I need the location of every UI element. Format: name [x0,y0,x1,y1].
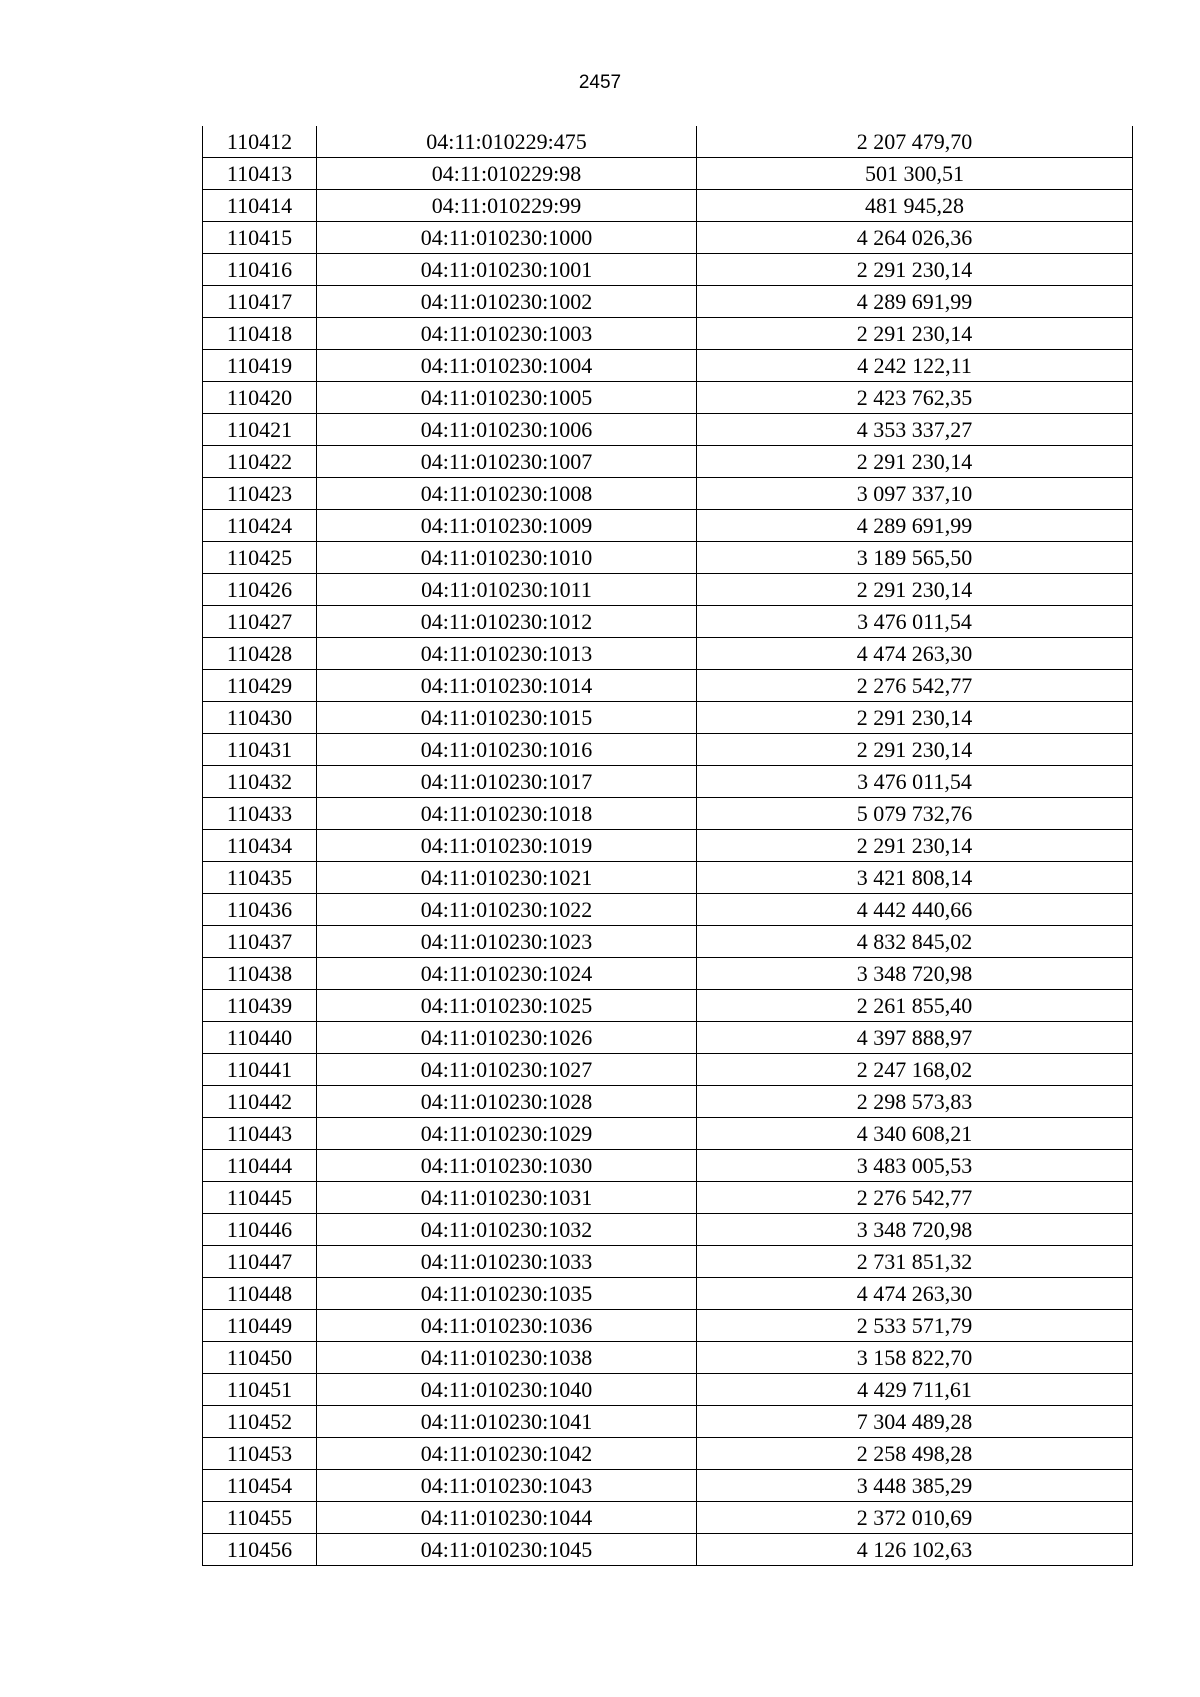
cadastral-number-cell: 04:11:010230:1026 [317,1022,697,1054]
table-row [203,638,1133,670]
cadastral-value-cell: 4 264 026,36 [697,222,1133,254]
cadastral-number-cell: 04:11:010230:1022 [317,894,697,926]
cadastral-number-cell: 04:11:010230:1038 [317,1342,697,1374]
cadastral-value-cell: 4 242 122,11 [697,350,1133,382]
table-row [203,414,1133,446]
table-row [203,382,1133,414]
row-number-cell: 110448 [203,1278,317,1310]
row-number-cell: 110450 [203,1342,317,1374]
cadastral-value-cell: 2 261 855,40 [697,990,1133,1022]
row-number-cell: 110439 [203,990,317,1022]
cadastral-number-cell: 04:11:010230:1010 [317,542,697,574]
cadastral-number-cell: 04:11:010230:1007 [317,446,697,478]
table-row [203,1054,1133,1086]
cadastral-number-cell: 04:11:010230:1033 [317,1246,697,1278]
table-row [203,1502,1133,1534]
page-number: 2457 [578,72,622,93]
table-body [203,126,1133,1566]
row-number-cell: 110423 [203,478,317,510]
row-number-cell: 110431 [203,734,317,766]
table-row [203,894,1133,926]
row-number-cell: 110433 [203,798,317,830]
row-number-cell: 110438 [203,958,317,990]
table-row [203,1374,1133,1406]
table-row [203,1150,1133,1182]
cadastral-number-cell: 04:11:010230:1029 [317,1118,697,1150]
table-row [203,1278,1133,1310]
row-number-cell: 110437 [203,926,317,958]
cadastral-number-cell: 04:11:010230:1040 [317,1374,697,1406]
row-number-cell: 110424 [203,510,317,542]
cadastral-value-cell: 4 442 440,66 [697,894,1133,926]
table-row [203,478,1133,510]
row-number-cell: 110415 [203,222,317,254]
cadastral-number-cell: 04:11:010230:1041 [317,1406,697,1438]
cadastral-value-cell: 4 340 608,21 [697,1118,1133,1150]
row-number-cell: 110420 [203,382,317,414]
cadastral-value-cell: 2 291 230,14 [697,254,1133,286]
cadastral-number-cell: 04:11:010230:1004 [317,350,697,382]
row-number-cell: 110425 [203,542,317,574]
cadastral-value-cell: 4 289 691,99 [697,286,1133,318]
cadastral-number-cell: 04:11:010230:1013 [317,638,697,670]
cadastral-value-cell: 2 298 573,83 [697,1086,1133,1118]
cadastral-value-cell: 3 348 720,98 [697,1214,1133,1246]
cadastral-number-cell: 04:11:010230:1042 [317,1438,697,1470]
cadastral-value-cell: 5 079 732,76 [697,798,1133,830]
cadastral-value-cell: 2 207 479,70 [697,126,1133,158]
cadastral-number-cell: 04:11:010230:1005 [317,382,697,414]
cadastral-value-cell: 2 291 230,14 [697,830,1133,862]
row-number-cell: 110421 [203,414,317,446]
row-number-cell: 110443 [203,1118,317,1150]
cadastral-number-cell: 04:11:010230:1032 [317,1214,697,1246]
cadastral-number-cell: 04:11:010229:98 [317,158,697,190]
table-row [203,702,1133,734]
table-row [203,574,1133,606]
cadastral-value-cell: 3 348 720,98 [697,958,1133,990]
cadastral-value-cell: 2 247 168,02 [697,1054,1133,1086]
cadastral-value-cell: 2 291 230,14 [697,318,1133,350]
cadastral-number-cell: 04:11:010230:1002 [317,286,697,318]
row-number-cell: 110436 [203,894,317,926]
table-row [203,510,1133,542]
table-row [203,734,1133,766]
row-number-cell: 110426 [203,574,317,606]
table-row [203,446,1133,478]
table-row [203,1246,1133,1278]
cadastral-number-cell: 04:11:010230:1043 [317,1470,697,1502]
cadastral-value-cell: 3 476 011,54 [697,766,1133,798]
cadastral-number-cell: 04:11:010230:1015 [317,702,697,734]
table-row [203,926,1133,958]
cadastral-number-cell: 04:11:010230:1014 [317,670,697,702]
cadastral-number-cell: 04:11:010229:99 [317,190,697,222]
table-row [203,190,1133,222]
table-row [203,350,1133,382]
cadastral-number-cell: 04:11:010230:1009 [317,510,697,542]
cadastral-value-cell: 2 291 230,14 [697,574,1133,606]
cadastral-value-cell: 4 126 102,63 [697,1534,1133,1566]
cadastral-number-cell: 04:11:010230:1000 [317,222,697,254]
row-number-cell: 110435 [203,862,317,894]
table-row [203,830,1133,862]
row-number-cell: 110449 [203,1310,317,1342]
cadastral-number-cell: 04:11:010230:1001 [317,254,697,286]
cadastral-number-cell: 04:11:010230:1031 [317,1182,697,1214]
row-number-cell: 110453 [203,1438,317,1470]
row-number-cell: 110442 [203,1086,317,1118]
table-row [203,1022,1133,1054]
row-number-cell: 110429 [203,670,317,702]
row-number-cell: 110441 [203,1054,317,1086]
row-number-cell: 110445 [203,1182,317,1214]
cadastral-value-cell: 2 291 230,14 [697,734,1133,766]
cadastral-number-cell: 04:11:010230:1028 [317,1086,697,1118]
table-row [203,1118,1133,1150]
table-row [203,1086,1133,1118]
table-row [203,1182,1133,1214]
row-number-cell: 110454 [203,1470,317,1502]
row-number-cell: 110416 [203,254,317,286]
cadastral-value-cell: 4 397 888,97 [697,1022,1133,1054]
cadastral-value-cell: 2 276 542,77 [697,1182,1133,1214]
cadastral-number-cell: 04:11:010230:1030 [317,1150,697,1182]
cadastral-value-cell: 3 476 011,54 [697,606,1133,638]
table-row [203,670,1133,702]
cadastral-value-cell: 2 423 762,35 [697,382,1133,414]
cadastral-number-cell: 04:11:010230:1025 [317,990,697,1022]
row-number-cell: 110440 [203,1022,317,1054]
table-row [203,606,1133,638]
table-row [203,862,1133,894]
cadastral-number-cell: 04:11:010230:1008 [317,478,697,510]
table-row [203,1406,1133,1438]
table-row [203,958,1133,990]
cadastral-value-cell: 2 533 571,79 [697,1310,1133,1342]
cadastral-number-cell: 04:11:010230:1045 [317,1534,697,1566]
row-number-cell: 110456 [203,1534,317,1566]
row-number-cell: 110412 [203,126,317,158]
cadastral-number-cell: 04:11:010230:1023 [317,926,697,958]
table-row [203,222,1133,254]
table-row [203,286,1133,318]
row-number-cell: 110428 [203,638,317,670]
table-row [203,798,1133,830]
cadastral-value-cell: 4 353 337,27 [697,414,1133,446]
cadastral-value-cell: 501 300,51 [697,158,1133,190]
row-number-cell: 110432 [203,766,317,798]
cadastral-value-cell: 2 276 542,77 [697,670,1133,702]
cadastral-value-cell: 4 474 263,30 [697,1278,1133,1310]
cadastral-value-cell: 3 097 337,10 [697,478,1133,510]
table-row [203,318,1133,350]
row-number-cell: 110418 [203,318,317,350]
cadastral-number-cell: 04:11:010230:1017 [317,766,697,798]
cadastral-number-cell: 04:11:010230:1021 [317,862,697,894]
row-number-cell: 110452 [203,1406,317,1438]
cadastral-number-cell: 04:11:010230:1012 [317,606,697,638]
cadastral-value-cell: 2 291 230,14 [697,702,1133,734]
cadastral-number-cell: 04:11:010230:1006 [317,414,697,446]
cadastral-value-cell: 3 421 808,14 [697,862,1133,894]
table-row [203,1342,1133,1374]
cadastral-value-cell: 3 483 005,53 [697,1150,1133,1182]
table-row [203,1310,1133,1342]
row-number-cell: 110427 [203,606,317,638]
cadastral-number-cell: 04:11:010230:1019 [317,830,697,862]
cadastral-value-cell: 4 832 845,02 [697,926,1133,958]
row-number-cell: 110419 [203,350,317,382]
row-number-cell: 110455 [203,1502,317,1534]
table-row [203,766,1133,798]
cadastral-value-cell: 4 429 711,61 [697,1374,1133,1406]
table-row [203,1214,1133,1246]
cadastral-value-cell: 2 291 230,14 [697,446,1133,478]
row-number-cell: 110417 [203,286,317,318]
table-row [203,158,1133,190]
table-row [203,1438,1133,1470]
cadastral-number-cell: 04:11:010230:1011 [317,574,697,606]
cadastral-value-cell: 2 258 498,28 [697,1438,1133,1470]
table-row [203,254,1133,286]
table-row [203,542,1133,574]
cadastral-value-table [202,126,1133,1566]
cadastral-number-cell: 04:11:010230:1018 [317,798,697,830]
row-number-cell: 110444 [203,1150,317,1182]
cadastral-number-cell: 04:11:010230:1003 [317,318,697,350]
cadastral-value-cell: 3 158 822,70 [697,1342,1133,1374]
row-number-cell: 110447 [203,1246,317,1278]
cadastral-number-cell: 04:11:010230:1027 [317,1054,697,1086]
cadastral-number-cell: 04:11:010230:1016 [317,734,697,766]
table-row [203,990,1133,1022]
cadastral-number-cell: 04:11:010230:1036 [317,1310,697,1342]
cadastral-number-cell: 04:11:010230:1044 [317,1502,697,1534]
cadastral-number-cell: 04:11:010230:1024 [317,958,697,990]
cadastral-value-cell: 3 448 385,29 [697,1470,1133,1502]
row-number-cell: 110414 [203,190,317,222]
table-row [203,1534,1133,1566]
row-number-cell: 110430 [203,702,317,734]
cadastral-value-cell: 4 289 691,99 [697,510,1133,542]
row-number-cell: 110434 [203,830,317,862]
table-row [203,126,1133,158]
row-number-cell: 110422 [203,446,317,478]
cadastral-number-cell: 04:11:010229:475 [317,126,697,158]
row-number-cell: 110446 [203,1214,317,1246]
cadastral-value-cell: 481 945,28 [697,190,1133,222]
cadastral-value-cell: 2 731 851,32 [697,1246,1133,1278]
cadastral-value-cell: 2 372 010,69 [697,1502,1133,1534]
cadastral-value-cell: 4 474 263,30 [697,638,1133,670]
cadastral-value-cell: 7 304 489,28 [697,1406,1133,1438]
cadastral-number-cell: 04:11:010230:1035 [317,1278,697,1310]
table-row [203,1470,1133,1502]
row-number-cell: 110413 [203,158,317,190]
row-number-cell: 110451 [203,1374,317,1406]
cadastral-value-cell: 3 189 565,50 [697,542,1133,574]
